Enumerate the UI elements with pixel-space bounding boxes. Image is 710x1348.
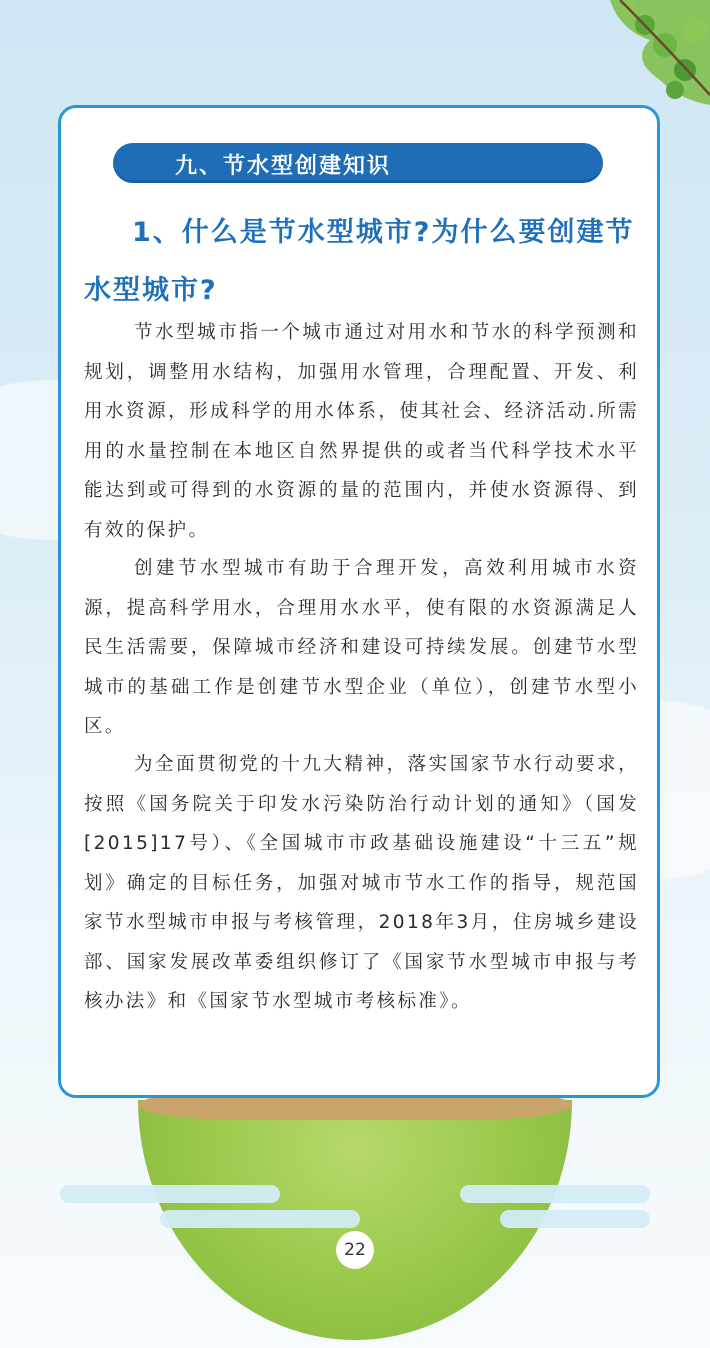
content-card	[58, 105, 660, 1098]
cloud-shape	[160, 1210, 360, 1228]
page-number: 22	[336, 1231, 374, 1269]
cloud-shape	[60, 1185, 280, 1203]
cloud-shape	[460, 1185, 650, 1203]
section-title: 九、节水型创建知识	[175, 154, 392, 179]
question-heading: 1、什么是节水型城市?为什么要创建节水型城市?	[84, 217, 635, 306]
paragraph-purpose: 创建节水型城市有助于合理开发，高效利用城市水资源，提高科学用水，合理用水水平，使有限的水资源满足人民生活需要，保障城市经济和建设可持续发展。创建节水型城市的基础工作是创建节水型企业（单位），创建节水型小区。	[84, 558, 639, 737]
section-header	[113, 143, 603, 183]
cloud-shape	[500, 1210, 650, 1228]
tree-leaves-decoration	[550, 0, 710, 110]
paragraph-definition: 节水型城市指一个城市通过对用水和节水的科学预测和规划，调整用水结构，加强用水管理，合理配置、开发、利用水资源，形成科学的用水体系，使其社会、经济活动.所需用的水量控制在本地区自然界提供的或者当代科学技术水平能达到或可得到的水资源的量的范围内，并使水资源得、到有效的保护。	[84, 322, 639, 541]
paragraph-policy: 为全面贯彻党的十九大精神，落实国家节水行动要求， 按照《国务院关于印发水污染防治行动计划的通知》（国发[2015]17号）、《全国城市市政基础设施建设“十三五”规划》确定的目标任务，加强对城市节水工作的指导，规范国家节水型城市申报与考核管理，2018年3月，住房城乡建设部、国家发展改革委组织修订了《国家节水型城市申报与考核办法》和《国家节水型城市考核标准》。	[84, 754, 639, 1012]
